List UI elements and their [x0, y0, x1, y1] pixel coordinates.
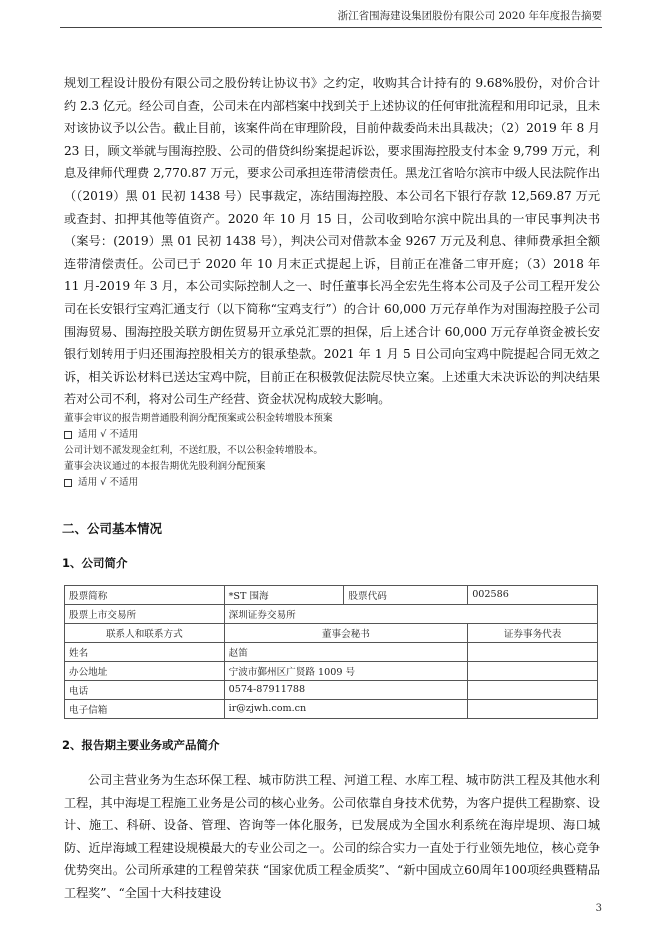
table-row — [65, 699, 598, 718]
dividend-plan-option-text: 适用 √ 不适用 — [78, 428, 139, 440]
page-number: 3 — [595, 903, 602, 914]
representative-address — [468, 661, 598, 680]
secretary-name: 赵笛 — [224, 642, 468, 661]
table-row — [65, 604, 598, 623]
section-heading-company-info: 二、公司基本情况 — [62, 520, 163, 536]
preferred-dividend-option-text: 适用 √ 不适用 — [78, 476, 139, 488]
checkbox-icon — [64, 479, 72, 487]
representative-email — [468, 699, 598, 718]
address-label: 办公地址 — [65, 661, 225, 680]
table-row — [65, 623, 598, 642]
business-paragraph: 公司主营业务为生态环保工程、城市防洪工程、河道工程、水库工程、城市防洪工程及其他水利工程，其中海堤工程施工业务是公司的核心业务。公司依靠自身技术优势，为客户提供工程勘察、设计、施工、科研、设备、管理、咨询等一体化服务，已发展成为全国水利系统在海岸堤坝、海口城防、近岸海域工程建设规模最大的专业公司之一。公司的综合实力一直处于行业领先地位，核心竞争优势突出。公司所承建的工程曾荣获 “国家优质工程金质奖”、“新中国成立60周年100项经典暨精品工程奖”、“全国十大科技建设 — [64, 772, 600, 900]
secretary-phone: 0574-87911788 — [224, 680, 468, 699]
exchange-value: 深圳证券交易所 — [224, 604, 597, 623]
contact-label: 联系人和联系方式 — [65, 623, 225, 642]
name-label: 姓名 — [65, 642, 225, 661]
page-content — [64, 72, 600, 904]
table-row — [65, 661, 598, 680]
header-divider — [60, 27, 602, 28]
litigation-paragraph: 规划工程设计股份有限公司之股份转让协议书》之约定，收购其合计持有的 9.68%股份，对价合计约 2.3 亿元。经公司自查，公司未在内部档案中找到关于上述协议的任何审批流程和用印记录，且未对该协议予以公告。截止目前，该案件尚在审理阶段，目前仲裁委尚未出具裁决；（2）2019 年 8 月 23 日，顾文举就与围海控股、公司的借贷纠纷案提起诉讼，要求围海控股支付本金 9,799 万元，利息及律师代理费 2,770.87 万元，要求公司承担连带清偿责任。黑龙江省哈尔滨市中级人民法院作出（（2019）黑 01 民初 1438 号）民事裁定，冻结围海控股、本公司名下银行存款 12,569.87 万元或查封、扣押其他等值资产。2020 年 10 月 15 日，公司收到哈尔滨中院出具的一审民事判决书（案号：(2019）黑 01 民初 1438 号），判决公司对借款本金 9267 万元及利息、律师费承担全额连带清偿责任。公司已于 2020 年 10 月末正式提起上诉，目前正在准备二审开庭；（3）2018 年 11 月-2019 年 3 月，本公司实际控制人之一、时任董事长冯全宏先生将本公司及子公司工程开发公司在长安银行宝鸡汇通支行（以下简称“宝鸡支行”）的合计 60,000 万元存单作为对围海控股子公司围海贸易、围海控股关联方朗佐贸易开立承兑汇票的担保，后上述合计 60,000 万元存单资金被长安银行划转用于归还围海控股相关方的银承垫款。2021 年 1 月 5 日公司向宝鸡中院提起合同无效之诉，相关诉讼材料已送达宝鸡中院，目前正在积极敦促法院尽快立案。上述重大未决诉讼的判决结果若对公司不利，将对公司生产经营、资金状况构成较大影响。 — [64, 76, 600, 407]
stock-name-label: 股票简称 — [65, 585, 225, 604]
dividend-plan-label: 董事会审议的报告期普通股利润分配预案或公积金转增股本预案 — [64, 412, 333, 424]
representative-name — [468, 642, 598, 661]
subsection-heading-business: 2、报告期主要业务或产品简介 — [62, 737, 220, 752]
stock-code-label: 股票代码 — [344, 585, 468, 604]
company-profile-table — [64, 585, 598, 719]
document-header: 浙江省围海建设集团股份有限公司 2020 年年度报告摘要 — [337, 10, 602, 22]
exchange-label: 股票上市交易所 — [65, 604, 225, 623]
stock-code-value: 002586 — [468, 585, 598, 604]
representative-phone — [468, 680, 598, 699]
secretary-column-header: 董事会秘书 — [224, 623, 468, 642]
checkbox-icon — [64, 431, 72, 439]
preferred-dividend-label: 董事会决议通过的本报告期优先股利润分配预案 — [64, 460, 266, 472]
representative-column-header: 证券事务代表 — [468, 623, 598, 642]
dividend-plan-option — [64, 427, 600, 443]
email-label: 电子信箱 — [65, 699, 225, 718]
phone-label: 电话 — [65, 680, 225, 699]
dividend-plan-statement: 公司计划不派发现金红利，不送红股，不以公积金转增股本。 — [64, 444, 324, 456]
table-row — [65, 642, 598, 661]
table-row — [65, 680, 598, 699]
subsection-heading-company-profile: 1、公司简介 — [62, 555, 128, 570]
stock-name-value: *ST 围海 — [224, 585, 344, 604]
secretary-address: 宁波市鄞州区广贤路 1009 号 — [224, 661, 468, 680]
preferred-dividend-option — [64, 475, 600, 491]
secretary-email: ir@zjwh.com.cn — [224, 699, 468, 718]
table-row — [65, 585, 598, 604]
